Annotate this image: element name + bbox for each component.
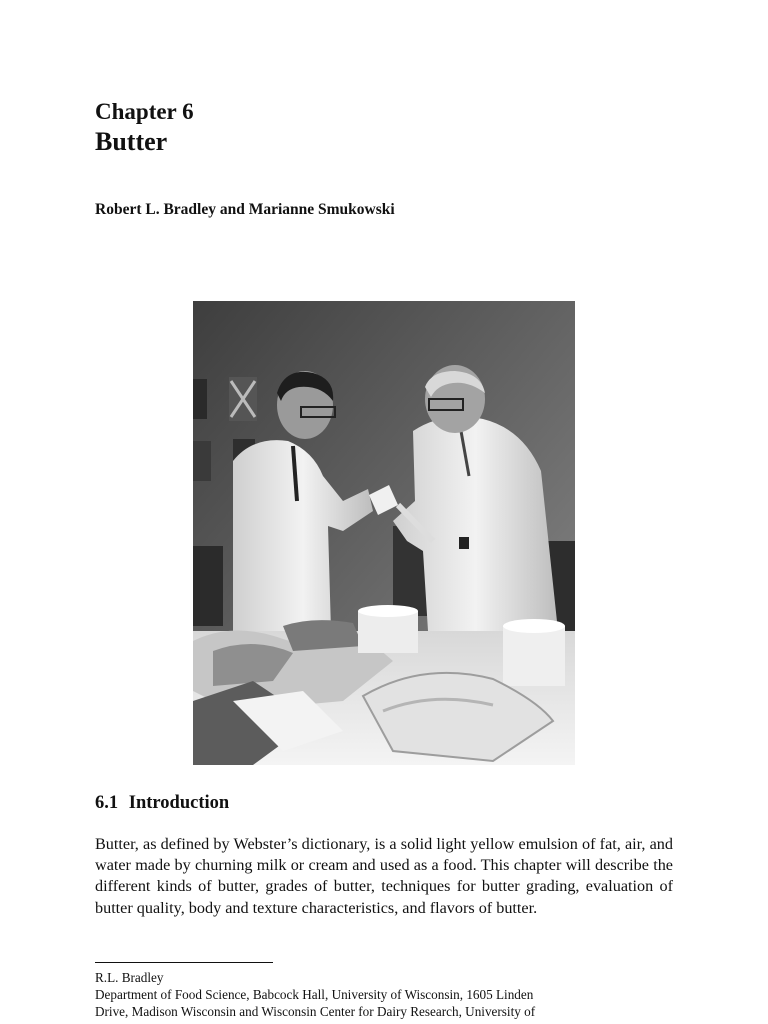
chapter-photo xyxy=(193,301,575,765)
footnote-author: R.L. Bradley xyxy=(95,970,164,985)
section-number: 6.1 xyxy=(95,793,119,813)
section-title: Introduction xyxy=(128,793,230,813)
section-heading xyxy=(95,791,229,815)
photo-illustration xyxy=(193,301,575,765)
footnote xyxy=(95,969,655,1020)
footnote-affiliation-line-1: Department of Food Science, Babcock Hall, University of Wisconsin, 1605 Linden xyxy=(95,987,534,1002)
footnote-affiliation-line-2: Drive, Madison Wisconsin and Wisconsin Center for Dairy Research, University of xyxy=(95,1004,536,1019)
intro-paragraph: Butter, as defined by Webster’s dictionary, is a solid light yellow emulsion of fat, air, and water made by churning milk or cream and used as a food. This chapter will describe the different kinds of butter, grades of butter, techniques for butter grading, evaluation of butter quality, body and texture characteristics, and flavors of butter. xyxy=(95,835,673,917)
chapter-authors: Robert L. Bradley and Marianne Smukowski xyxy=(95,201,395,218)
footnote-divider xyxy=(95,962,273,963)
chapter-number: Chapter 6 xyxy=(95,99,194,124)
chapter-title: Butter xyxy=(95,127,168,156)
